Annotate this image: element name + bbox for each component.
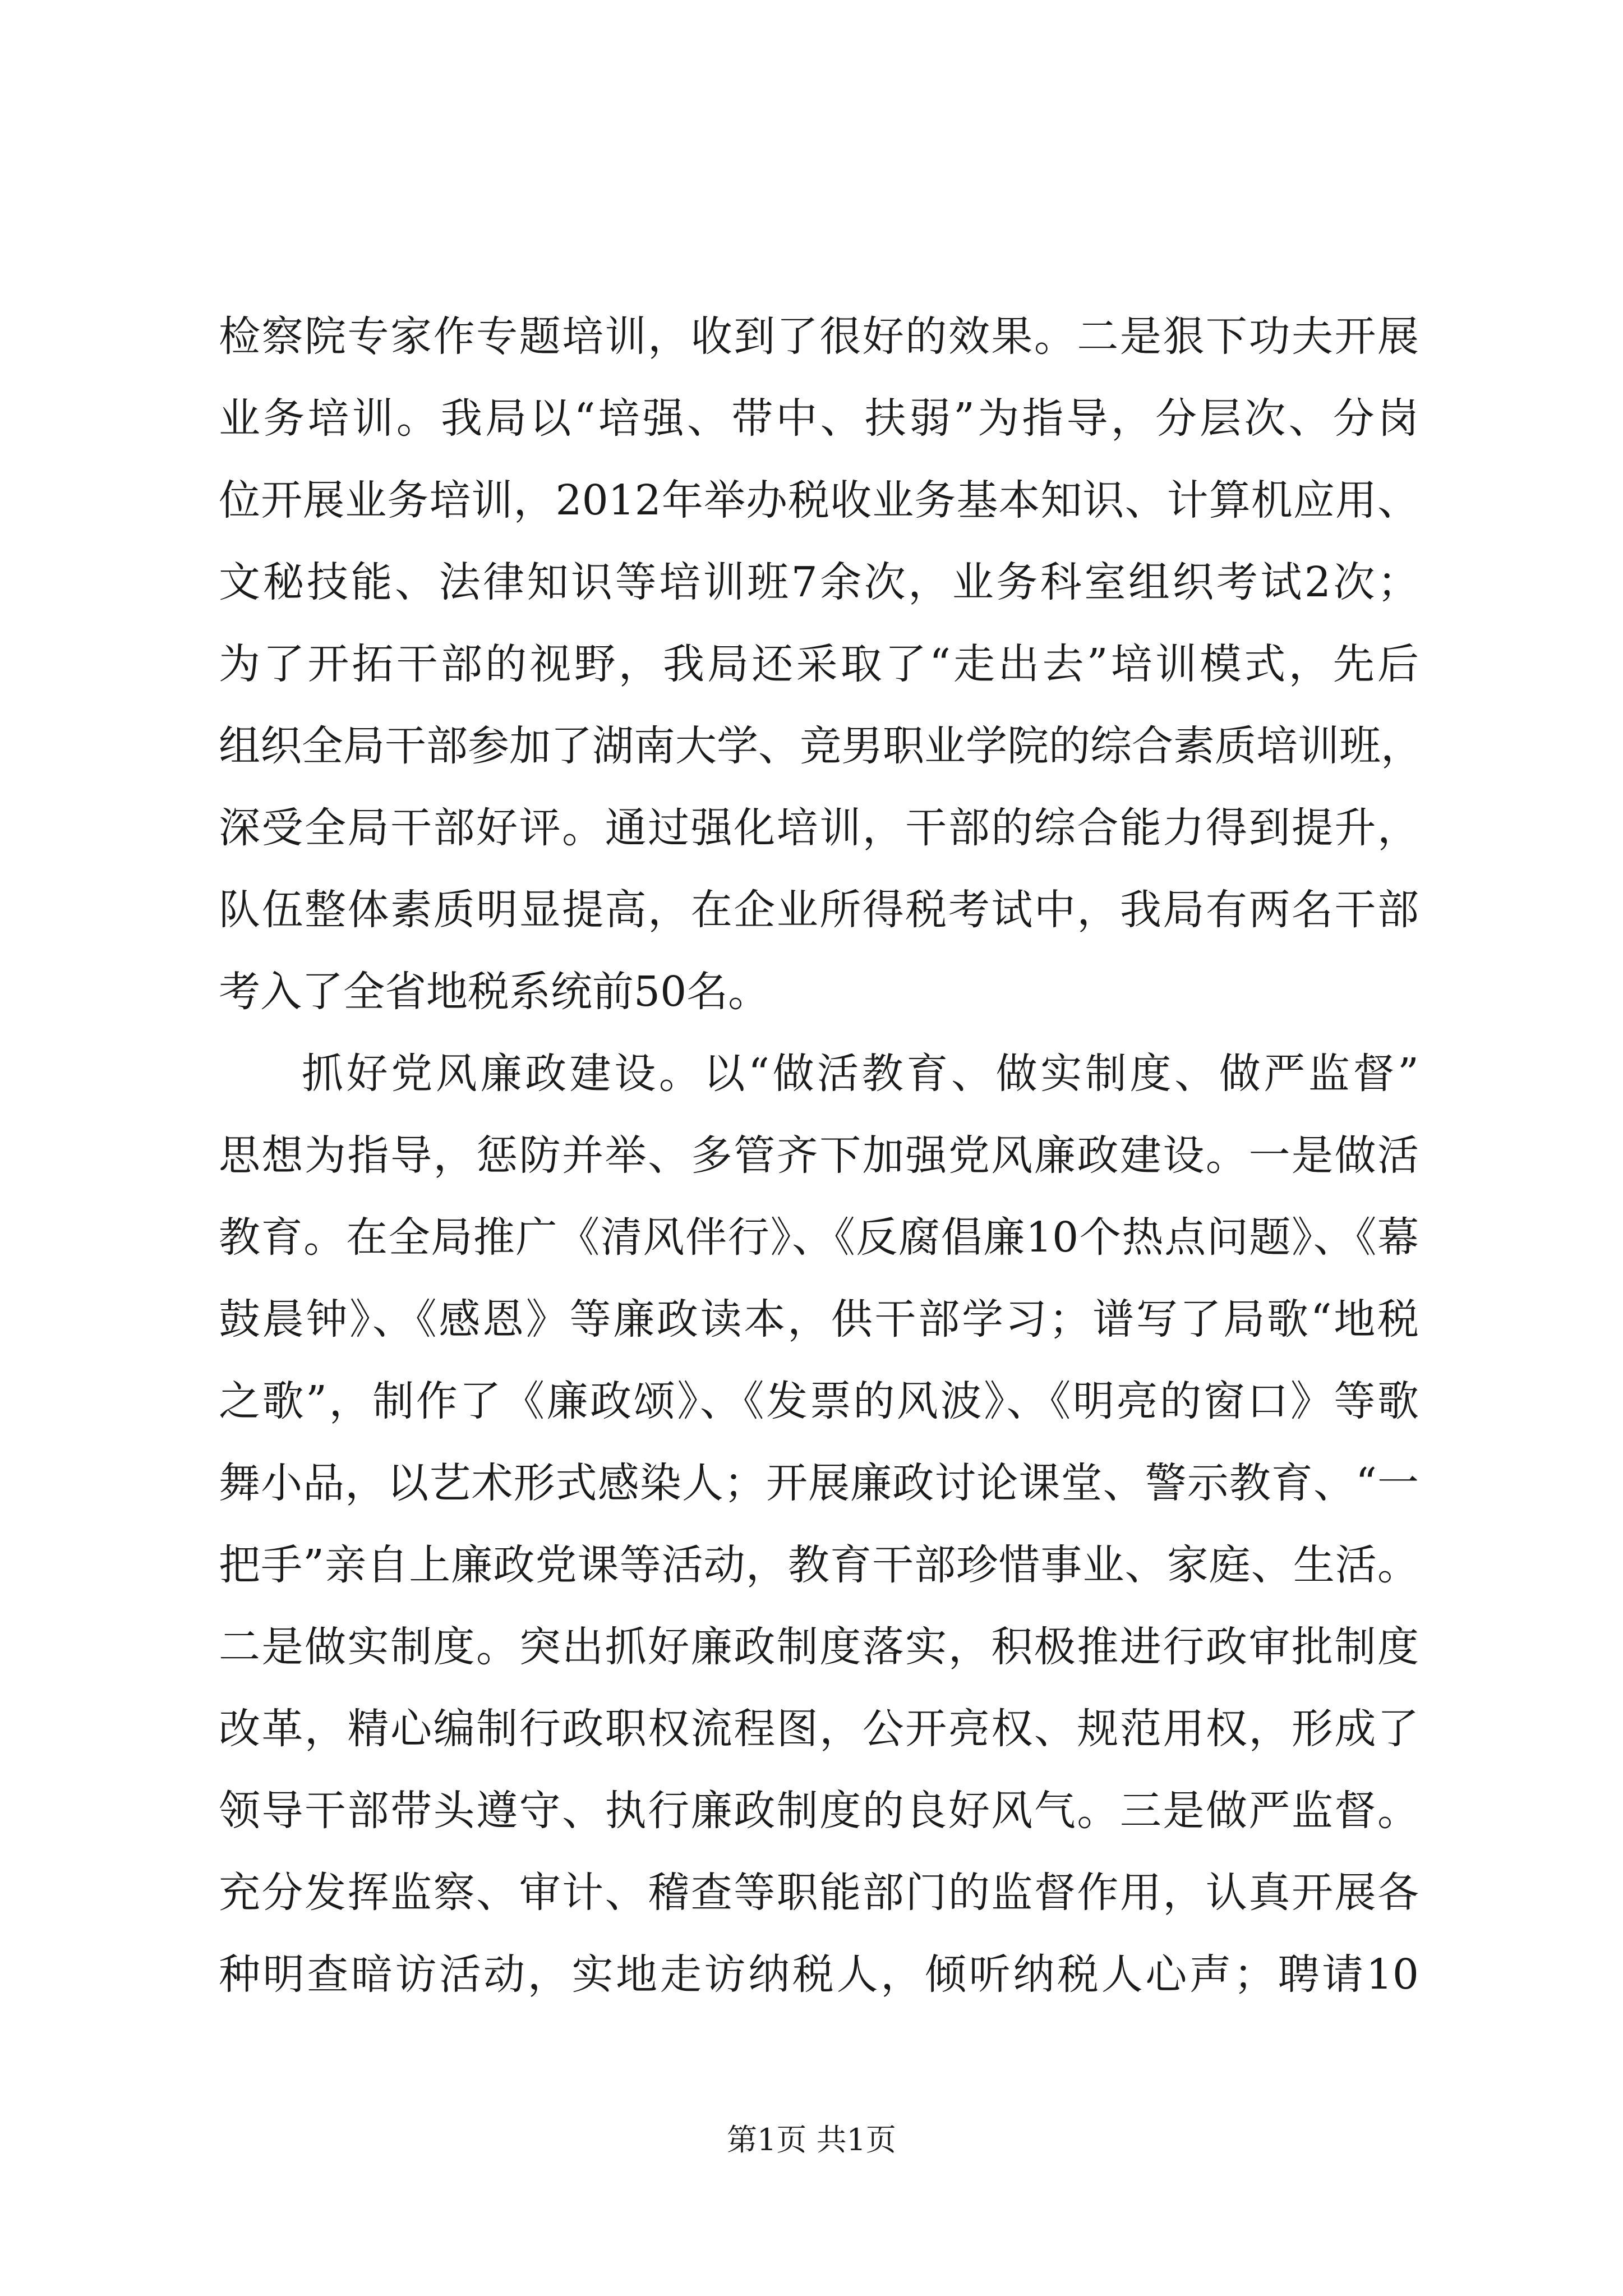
- text-line: 鼓晨钟》、《感恩》等廉政读本，供干部学习；谱写了局歌“地税: [219, 1295, 1419, 1343]
- text-line: 检察院专家作专题培训，收到了很好的效果。二是狠下功夫开展: [219, 312, 1419, 361]
- text-line: 舞小品，以艺术形式感染人；开展廉政讨论课堂、警示教育、“一: [219, 1459, 1419, 1507]
- body-text: [219, 296, 1422, 2016]
- text-line: 深受全局干部好评。通过强化培训，干部的综合能力得到提升，: [219, 804, 1419, 852]
- text-line: 改革，精心编制行政职权流程图，公开亮权、规范用权，形成了: [219, 1705, 1419, 1753]
- text-line: 二是做实制度。突出抓好廉政制度落实，积极推进行政审批制度: [219, 1623, 1419, 1671]
- text-line: 文秘技能、法律知识等培训班7余次，业务科室组织考试2次；: [219, 558, 1419, 606]
- text-line: 教育。在全局推广《清风伴行》、《反腐倡廉10个热点问题》、《幕: [219, 1213, 1419, 1262]
- text-line: 充分发挥监察、审计、稽查等职能部门的监督作用，认真开展各: [219, 1869, 1419, 1917]
- text-line: 为了开拓干部的视野，我局还采取了“走出去”培训模式，先后: [219, 640, 1419, 688]
- text-line: 组织全局干部参加了湖南大学、竞男职业学院的综合素质培训班，: [219, 722, 1422, 770]
- text-line: 位开展业务培训，2012年举办税收业务基本知识、计算机应用、: [219, 476, 1419, 524]
- page-number-footer: 第1页 共1页: [727, 2122, 896, 2157]
- text-line: 领导干部带头遵守、执行廉政制度的良好风气。三是做严监督。: [219, 1787, 1419, 1835]
- text-line: 思想为指导，惩防并举、多管齐下加强党风廉政建设。一是做活: [219, 1131, 1419, 1180]
- text-line: 把手”亲自上廉政党课等活动，教育干部珍惜事业、家庭、生活。: [219, 1541, 1419, 1589]
- paragraph-end-line: 考入了全省地税系统前50名。: [219, 968, 770, 1016]
- text-line: 之歌”，制作了《廉政颂》、《发票的风波》、《明亮的窗口》等歌: [219, 1377, 1419, 1425]
- paragraph-start-line: 抓好党风廉政建设。以“做活教育、做实制度、做严监督”: [302, 1050, 1419, 1098]
- text-line: 业务培训。我局以“培强、带中、扶弱”为指导，分层次、分岗: [219, 394, 1419, 443]
- text-line: 队伍整体素质明显提高，在企业所得税考试中，我局有两名干部: [219, 886, 1419, 934]
- text-line: 种明查暗访活动，实地走访纳税人，倾听纳税人心声；聘请10: [219, 1950, 1419, 1999]
